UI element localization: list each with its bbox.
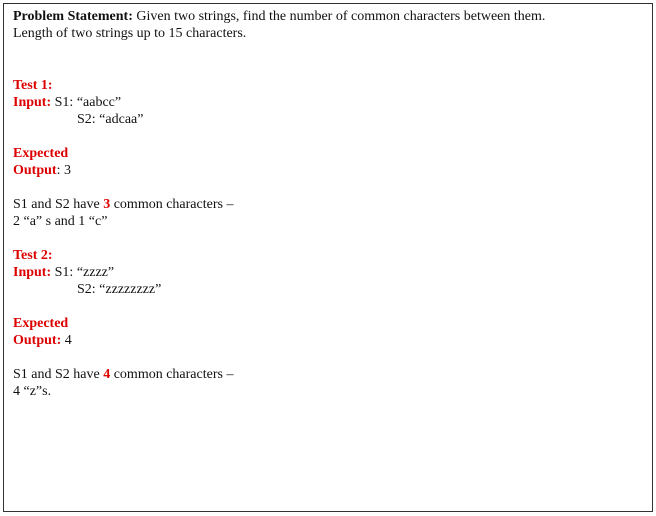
test-1-explanation-line2: 2 “a” s and 1 “c” (13, 214, 108, 229)
test-2-input-s1 (13, 264, 646, 281)
test-1-explain-prefix: S1 and S2 have (13, 197, 104, 212)
spacer (13, 128, 646, 145)
test-2-explain-suffix: common characters – (110, 367, 234, 382)
test-1-input-s1 (13, 94, 646, 111)
test-2-s1-value: S1: “zzzz” (51, 265, 115, 280)
spacer (13, 230, 646, 247)
test-1-output-value: : 3 (56, 163, 71, 178)
test-2-input-label: Input: (13, 265, 52, 280)
test-2-heading: Test 2: (13, 248, 53, 263)
test-1-output-line (13, 162, 646, 179)
test-2-output-line (13, 332, 646, 349)
test-1-heading: Test 1: (13, 78, 53, 93)
test-2-expected-label: Expected (13, 316, 69, 331)
test-1-explanation (13, 196, 646, 213)
problem-box (3, 3, 653, 512)
test-1-s2-value: S2: “adcaa” (77, 112, 144, 127)
test-1-expected-label: Expected (13, 146, 69, 161)
test-1-explain-count: 3 (103, 197, 111, 212)
problem-statement-line (13, 8, 646, 25)
test-1-s1-value: S1: “aabcc” (51, 95, 122, 110)
test-2-output-label: Output: (13, 333, 62, 348)
spacer (13, 179, 646, 196)
test-2-s2-value: S2: “zzzzzzzz” (77, 282, 162, 297)
spacer (13, 298, 646, 315)
test-1-explain-suffix: common characters – (110, 197, 234, 212)
spacer (13, 42, 646, 77)
problem-statement-line2: Length of two strings up to 15 characters. (13, 26, 247, 41)
test-1-output-label: Output (13, 163, 57, 178)
test-2-explain-prefix: S1 and S2 have (13, 367, 104, 382)
test-1-input-label: Input: (13, 95, 52, 110)
problem-statement-label: Problem Statement: (13, 9, 133, 24)
problem-statement-text: Given two strings, find the number of common characters between them. (132, 9, 546, 24)
test-2-output-value: 4 (61, 333, 72, 348)
test-2-explain-count: 4 (103, 367, 111, 382)
spacer (13, 349, 646, 366)
test-2-explanation (13, 366, 646, 383)
test-2-explanation-line2: 4 “z”s. (13, 384, 52, 399)
